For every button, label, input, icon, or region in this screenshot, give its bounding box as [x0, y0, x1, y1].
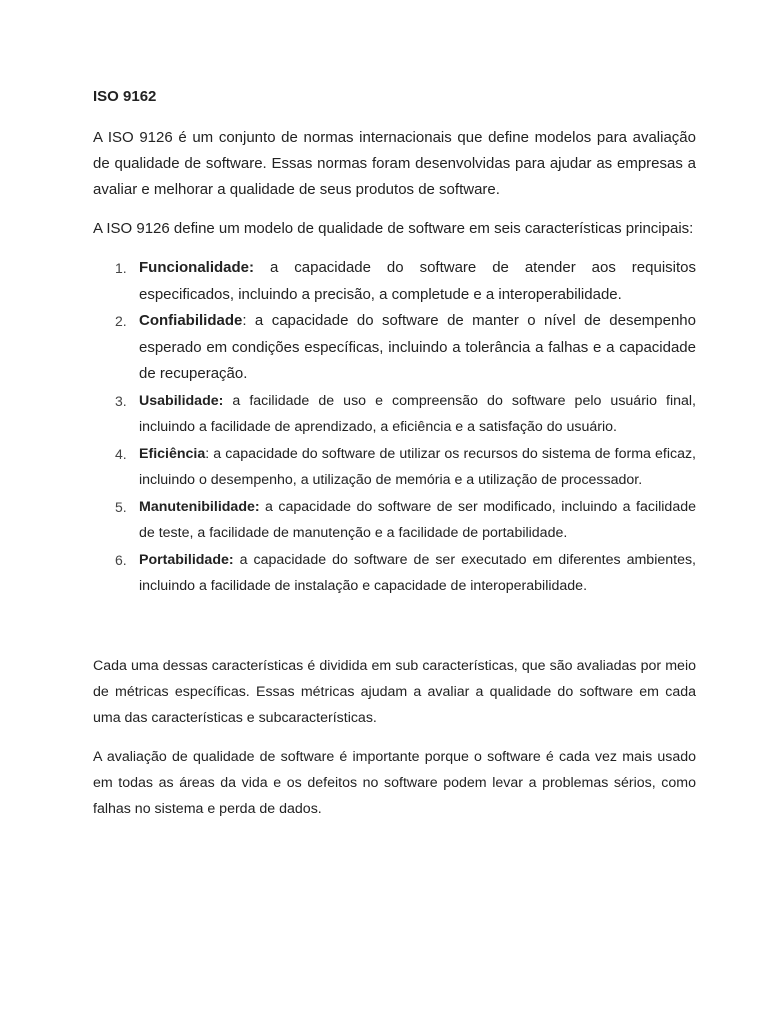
list-item-term: Portabilidade: — [139, 551, 234, 568]
list-item-number: 2. — [115, 313, 127, 329]
list-item-text: a capacidade do software de ser executado em diferentes ambientes, incluindo a facilidade de instalação e capacidade de interoperabilidade. — [139, 551, 696, 594]
closing-paragraph-2: A avaliação de qualidade de software é importante porque o software é cada vez mais usado em todas as áreas da vida e os defeitos no software podem levar a problemas sérios, como falhas no sistema e perda de dados. — [93, 748, 696, 817]
list-item-term: Eficiência — [139, 445, 206, 462]
characteristics-list — [93, 255, 696, 600]
document-page — [93, 86, 696, 835]
list-item-confiabilidade — [93, 308, 696, 388]
list-item-number: 6. — [115, 551, 127, 568]
closing-paragraph-1: Cada uma dessas características é dividida em sub características, que são avaliadas por meio de métricas específicas. Essas métricas ajudam a avaliar a qualidade do software em cada uma das características e subcaracterísticas. — [93, 657, 696, 726]
list-item-term: Manutenibilidade: — [139, 498, 260, 515]
list-item-number: 5. — [115, 498, 127, 515]
list-item-usabilidade — [93, 388, 696, 441]
list-item-text: a capacidade do software de ser modificado, incluindo a facilidade de teste, a facilidade de manutenção e a facilidade de portabilidade. — [139, 498, 696, 541]
list-item-text: a facilidade de uso e compreensão do software pelo usuário final, incluindo a facilidade de aprendizado, a eficiência e a satisfação do usuário. — [139, 392, 696, 435]
list-item-number: 4. — [115, 445, 127, 462]
list-item-number: 1. — [115, 260, 127, 276]
list-item-term: Usabilidade: — [139, 392, 224, 409]
list-item-funcionalidade — [93, 255, 696, 308]
list-item-term: Confiabilidade — [139, 312, 243, 329]
intro-paragraph-2: A ISO 9126 define um modelo de qualidade de software em seis características principais: — [93, 220, 694, 237]
list-item-text: : a capacidade do software de manter o nível de desempenho esperado em condições específicas, incluindo a tolerância a falhas e a capacidade de recuperação. — [139, 312, 696, 382]
list-item-eficiencia — [93, 441, 696, 494]
list-item-manutenibilidade — [93, 494, 696, 547]
intro-paragraph-1: A ISO 9126 é um conjunto de normas internacionais que define modelos para avaliação de qualidade de software. Essas normas foram desenvolvidas para ajudar as empresas a avaliar e melhorar a qualidade de seus produtos de software. — [93, 129, 696, 198]
spacer — [93, 600, 696, 653]
document-title: ISO 9162 — [93, 88, 157, 105]
list-item-text: : a capacidade do software de utilizar os recursos do sistema de forma eficaz, incluindo o desempenho, a utilização de memória e a utilização de processador. — [139, 445, 696, 488]
list-item-number: 3. — [115, 392, 127, 409]
list-item-portabilidade — [93, 547, 696, 600]
list-item-text: a capacidade do software de atender aos requisitos especificados, incluindo a precisão, a completude e a interoperabilidade. — [139, 259, 696, 303]
list-item-term: Funcionalidade: — [139, 259, 255, 276]
